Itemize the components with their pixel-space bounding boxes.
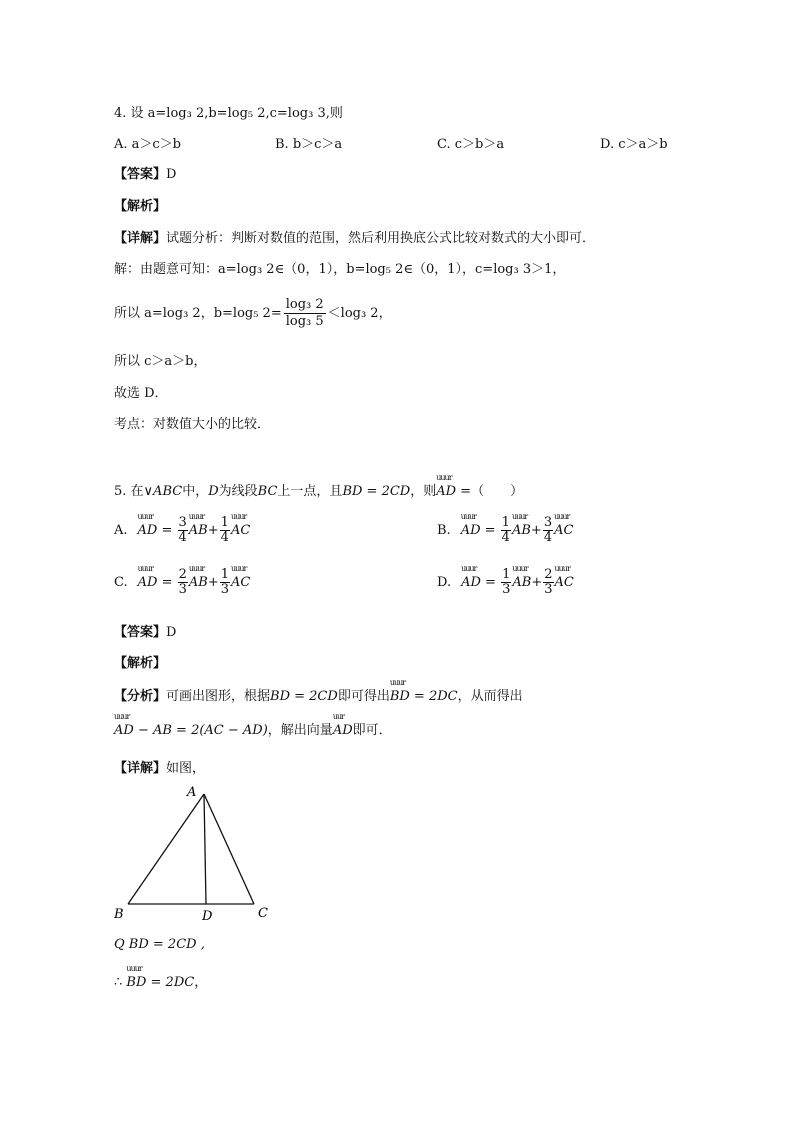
- q5-fenxi-line2-vec: [332, 712, 353, 740]
- q4-option-a: A. a＞c＞b: [114, 137, 182, 152]
- q5-option-a-coef1-num: 3: [178, 515, 187, 530]
- q5-answer-value: D: [166, 625, 177, 640]
- q5-stem-point-d: D: [208, 484, 219, 499]
- q4-sol2-fraction: [284, 297, 326, 330]
- q4-answer: [114, 166, 176, 184]
- q5-option-b-label: B.: [437, 523, 451, 538]
- q5-option-b-coef1-num: 1: [501, 515, 510, 530]
- q5-option-c: C. uuur AD = $\frac{2}{3}$ uuur AB+ $\frac{1}{3}$ uuur AC: [114, 564, 251, 597]
- q5-option-c-coef2: [220, 568, 230, 597]
- q5-option-a-label: A.: [114, 523, 128, 538]
- q5-fenxi-tag: 【分析】: [114, 689, 167, 704]
- side-ab: [128, 794, 204, 904]
- q5-option-c-coef2-num: 1: [220, 567, 230, 582]
- q5-option-c-coef1-num: 2: [178, 567, 187, 582]
- q5-option-c-v1-text: AB: [188, 575, 208, 590]
- q5-stem-condition: BD = 2CD: [342, 484, 411, 499]
- q5-option-b-v1: [511, 512, 531, 540]
- label-b: B: [114, 907, 124, 922]
- vector-arrow-icon: uuur: [137, 564, 153, 573]
- vector-arrow-icon: uuur: [460, 512, 476, 521]
- label-d: D: [202, 909, 213, 924]
- q5-fenxi-text3: ，从而得出: [457, 689, 523, 704]
- q5-option-c-label: C.: [114, 575, 128, 590]
- q5-option-b: B. uuur AD = $\frac{1}{4}$ uuur AB+ $\frac{3}{4}$ uuur AC: [437, 512, 574, 545]
- q5-option-b-coef2: [543, 516, 553, 545]
- q4-option-c: C. c＞b＞a: [437, 137, 505, 152]
- q5-option-d-op: +: [531, 575, 543, 590]
- q5-answer: [114, 624, 176, 642]
- q5-stem: [114, 473, 524, 501]
- q5-detail-text: 如图，: [166, 761, 206, 776]
- q4-solution-line2: [114, 294, 392, 334]
- q5-option-c-v2: [231, 564, 251, 592]
- q5-fenxi-line2-vec-text: AD: [332, 723, 353, 738]
- q5-stem-text2: 为线段: [218, 484, 258, 499]
- vector-arrow-icon: uuur: [512, 564, 528, 573]
- vector-arrow-icon: uuur: [511, 512, 528, 521]
- q5-fenxi-line2: [114, 712, 392, 740]
- q5-option-c-coef1-den: 3: [178, 582, 187, 597]
- q4-analysis-tag: 【解析】: [114, 199, 167, 214]
- q5-option-b-v1-text: AB: [511, 523, 531, 538]
- q5-fenxi-line2-math-text: AD − AB = 2(AC − AD): [114, 723, 268, 738]
- q5-option-d-label: D.: [437, 575, 452, 590]
- q4-stem: 4. 设 a=log₃ 2,b=log₅ 2,c=log₃ 3,则: [114, 106, 343, 121]
- q5-option-d-coef2-den: 3: [544, 582, 553, 597]
- q5-fenxi-math1: BD = 2CD: [270, 689, 338, 704]
- q5-option-c-coef1: [178, 568, 188, 597]
- q5-option-d-lhs: [461, 564, 481, 592]
- vector-arrow-icon: uuur: [554, 512, 570, 521]
- q4-sol2-prefix: 所以 a=log₃ 2，b=log₅ 2=: [114, 306, 282, 321]
- q5-option-d-v2: [554, 564, 574, 592]
- q4-detail-text: 试题分析：判断对数值的范围，然后利用换底公式比较对数式的大小即可．: [166, 231, 596, 246]
- q5-analysis-tag: 【解析】: [114, 656, 167, 671]
- q5-option-a-lhs-text: AD: [137, 523, 158, 538]
- q5-stem-vector-text: AD =: [436, 484, 472, 499]
- q5-step2-suffix: ，: [194, 975, 208, 990]
- vector-arrow-icon: uuur: [231, 564, 247, 573]
- q4-option-d: D. c＞a＞b: [600, 137, 668, 152]
- vector-arrow-icon: uuur: [137, 512, 153, 521]
- q5-stem-suffix: （ ）: [471, 484, 524, 499]
- vector-arrow-icon: uuur: [188, 512, 205, 521]
- q5-option-c-v1: [188, 564, 208, 592]
- vector-arrow-icon: uuur: [389, 678, 406, 687]
- q5-stem-triangle: ∨ABC: [143, 484, 183, 499]
- q5-option-a-v2-text: AC: [230, 523, 251, 538]
- q5-stem-prefix: 5. 在: [114, 484, 144, 499]
- q5-fenxi-line2-math: [114, 712, 268, 740]
- q5-option-b-v2: [554, 512, 574, 540]
- q5-option-b-coef2-num: 3: [543, 515, 553, 530]
- q4-answer-tag: 【答案】: [114, 167, 167, 182]
- q5-option-b-coef1: [501, 516, 511, 545]
- q5-fenxi-line1: [114, 678, 523, 706]
- q5-option-c-v2-text: AC: [231, 575, 251, 590]
- q5-step2: [114, 964, 208, 992]
- q4-sol2-suffix: ＜log₃ 2，: [327, 306, 392, 321]
- q5-option-b-lhs-text: AD: [460, 523, 481, 538]
- q4-detail-tag: 【详解】: [114, 231, 167, 246]
- label-a: A: [187, 785, 197, 800]
- q5-option-a-lhs: [137, 512, 158, 540]
- segment-ad: [204, 794, 206, 904]
- vector-arrow-icon: uuur: [114, 712, 130, 721]
- q5-option-d-lhs-text: AD: [461, 575, 481, 590]
- q5-step2-math: [126, 964, 195, 992]
- q5-option-a-v1: [188, 512, 208, 540]
- q5-option-a-coef2: [220, 516, 230, 545]
- q5-option-d-coef1: [501, 568, 511, 597]
- vector-arrow-icon: uuur: [436, 473, 452, 482]
- q5-option-a-coef1: [178, 516, 188, 545]
- side-ac: [204, 794, 254, 904]
- q5-fenxi-math2: [389, 678, 458, 706]
- q5-option-a-v2: [230, 512, 251, 540]
- q5-option-a-coef2-num: 1: [220, 515, 229, 530]
- q5-stem-vector-ad: [436, 473, 472, 501]
- q4-solution-line1: 解：由题意可知：a=log₃ 2∈（0，1），b=log₅ 2∈（0，1），c=log₃ 3＞1，: [114, 262, 566, 277]
- vector-arrow-icon: uuur: [554, 564, 570, 573]
- label-c: C: [258, 906, 268, 921]
- q5-option-d-v1: [512, 564, 532, 592]
- q5-option-a-coef2-den: 4: [220, 530, 229, 545]
- q4-solution-line3: 所以 c＞a＞b，: [114, 354, 207, 369]
- q5-fenxi-math2-text: BD = 2DC: [389, 689, 458, 704]
- q5-option-d-v1-text: AB: [512, 575, 532, 590]
- q5-fenxi-text2: 即可得出: [337, 689, 390, 704]
- q4-answer-value: D: [166, 167, 177, 182]
- vector-arrow-icon: uuur: [461, 564, 477, 573]
- q5-option-a-op: +: [207, 523, 219, 538]
- q5-detail: [114, 760, 205, 778]
- q4-option-b: B. b＞c＞a: [275, 137, 343, 152]
- q5-stem-text3: 上一点，且: [277, 484, 343, 499]
- q5-option-d-coef2: [543, 568, 553, 597]
- q5-stem-text1: 中，: [182, 484, 209, 499]
- q5-option-c-op: +: [207, 575, 219, 590]
- q5-step2-prefix: ∴: [114, 975, 123, 990]
- q5-option-c-lhs-text: AD: [137, 575, 158, 590]
- vector-arrow-icon: uuur: [126, 964, 142, 973]
- q5-fenxi-line2-end: 即可．: [352, 723, 392, 738]
- q5-option-a: A. uuur AD = $\frac{3}{4}$ uuur AB+ $\frac{1}{4}$ uuur AC: [114, 512, 251, 545]
- q5-option-c-lhs: [137, 564, 158, 592]
- q5-option-b-op: +: [530, 523, 542, 538]
- q5-option-b-v2-text: AC: [554, 523, 574, 538]
- q4-solution-line5: 考点：对数值大小的比较．: [114, 417, 271, 432]
- q5-stem-segment: BC: [257, 484, 278, 499]
- vector-arrow-icon: uuur: [188, 564, 205, 573]
- q5-option-b-coef2-den: 4: [543, 530, 553, 545]
- vector-arrow-icon: uur: [332, 712, 344, 721]
- q5-step2-math-text: BD = 2DC: [126, 975, 195, 990]
- q5-option-d-coef2-num: 2: [544, 567, 553, 582]
- q5-step1: Q BD = 2CD ,: [114, 937, 205, 952]
- q5-option-b-lhs: [460, 512, 481, 540]
- q5-option-d-coef1-num: 1: [502, 567, 511, 582]
- q5-fenxi-line2-text: ，解出向量: [267, 723, 333, 738]
- q4-sol2-numerator: log₃ 2: [285, 297, 324, 312]
- q5-option-d: D. uuur AD = $\frac{1}{3}$ uuur AB+ $\frac{2}{3}$ uuur AC: [437, 564, 574, 597]
- vector-arrow-icon: uuur: [230, 512, 247, 521]
- q5-stem-text4: ，则: [410, 484, 437, 499]
- q5-fenxi-text1: 可画出图形，根据: [166, 689, 271, 704]
- q5-option-c-coef2-den: 3: [220, 582, 230, 597]
- q5-option-d-v2-text: AC: [554, 575, 574, 590]
- q4-solution-line4: 故选 D．: [114, 386, 168, 401]
- triangle-figure: [100, 780, 290, 930]
- q5-option-a-coef1-den: 4: [178, 530, 187, 545]
- q5-answer-tag: 【答案】: [114, 625, 167, 640]
- q4-detail: [114, 230, 595, 248]
- q5-option-a-v1-text: AB: [188, 523, 208, 538]
- q5-option-d-coef1-den: 3: [502, 582, 511, 597]
- q5-detail-tag: 【详解】: [114, 761, 167, 776]
- q5-option-b-coef1-den: 4: [501, 530, 510, 545]
- q4-sol2-denominator: log₃ 5: [285, 314, 324, 329]
